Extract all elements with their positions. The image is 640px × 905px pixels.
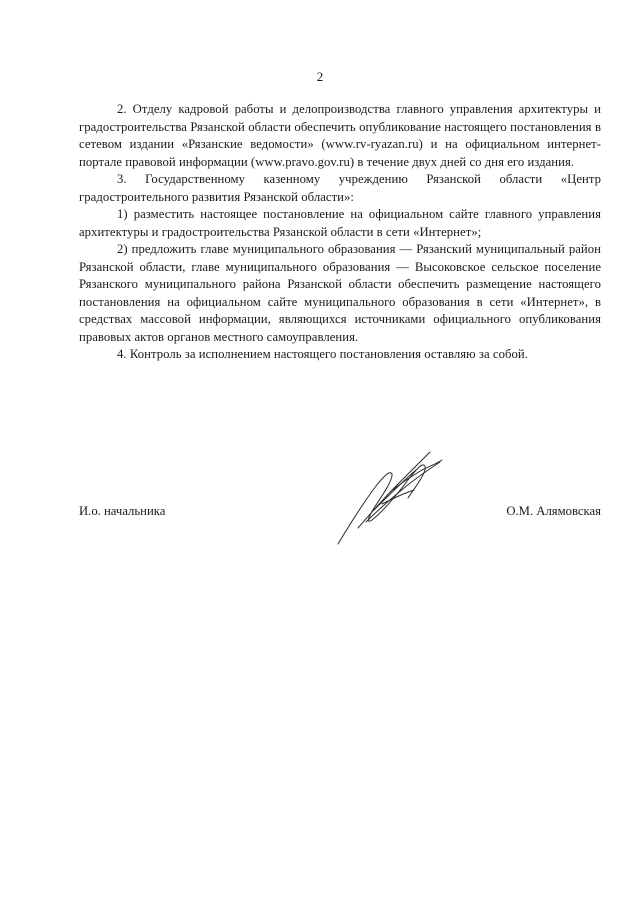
document-body (79, 101, 601, 364)
paragraph-item-3: 3. Государственному казенному учреждению Рязанской области «Центр градостроительного развития Рязанской области»: (79, 172, 601, 204)
handwritten-signature (330, 440, 450, 550)
page-number: 2 (316, 69, 324, 84)
paragraph-subitem-3-2: 2) предложить главе муниципального образования — Рязанский муниципальный район Рязанской области, главе муниципального образования — Высоковское сельское поселение Рязанского муниципального района Рязанской области обеспечить размещение настоящего постановления на официальном сайте муниципального образования в сети «Интернет», в средствах массовой информации, являющихся источниками официального опубликования правовых актов органов местного самоуправления. (79, 242, 601, 344)
signatory-title: И.о. начальника (79, 504, 166, 518)
signatory-name: О.М. Алямовская (506, 504, 601, 518)
paragraph-subitem-3-1: 1) разместить настоящее постановление на официальном сайте главного управления архитектуры и градостроительства Рязанской области в сети «Интернет»; (79, 207, 601, 239)
paragraph-item-4: 4. Контроль за исполнением настоящего постановления оставляю за собой. (117, 347, 528, 361)
paragraph-item-2: 2. Отделу кадровой работы и делопроизводства главного управления архитектуры и градостроительства Рязанской области обеспечить опубликование настоящего постановления в сетевом издании «Рязанские ведомости» (www.rv-ryazan.ru) и на официальном интернет-портале правовой информации (www.pravo.gov.ru) в течение двух дней со дня его издания. (79, 102, 601, 169)
signature-block (79, 503, 601, 523)
